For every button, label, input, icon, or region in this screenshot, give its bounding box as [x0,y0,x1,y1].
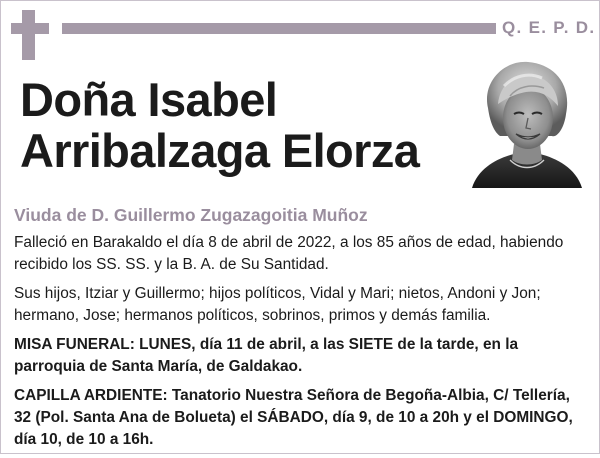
chapel-info: CAPILLA ARDIENTE: Tanatorio Nuestra Señora de Begoña-Albia, C/ Tellería, 32 (Pol. Santa Ana de Bolueta) el SÁBADO, día 9, de 10 a 20h y el DOMINGO, día 10, de 10 a 16h. [14,387,573,448]
deceased-name [20,74,419,176]
cross-horizontal-beam [11,23,49,34]
family-members: Sus hijos, Itziar y Guillermo; hijos políticos, Vidal y Mari; nietos, Andoni y Jon; hermano, Jose; hermanos políticos, sobrinos, primos y demás familia. [14,285,541,324]
deceased-name-line1: Doña Isabel [20,73,278,126]
qepd-label: Q. E. P. D. [502,18,596,37]
funeral-mass-info: MISA FUNERAL: LUNES, día 11 de abril, a las SIETE de la tarde, en la parroquia de Santa María, de Galdakao. [14,336,519,375]
obituary-body [14,232,584,458]
portrait-photo [470,56,582,188]
death-announcement: Falleció en Barakaldo el día 8 de abril de 2022, a los 85 años de edad, habiendo recibido los SS. SS. y la B. A. de Su Santidad. [14,234,564,273]
header-rule [62,23,496,34]
cross-vertical-beam [22,10,35,60]
widow-of-line: Viuda de D. Guillermo Zugazagoitia Muñoz [14,205,368,225]
deceased-name-line2: Arribalzaga Elorza [20,124,420,177]
